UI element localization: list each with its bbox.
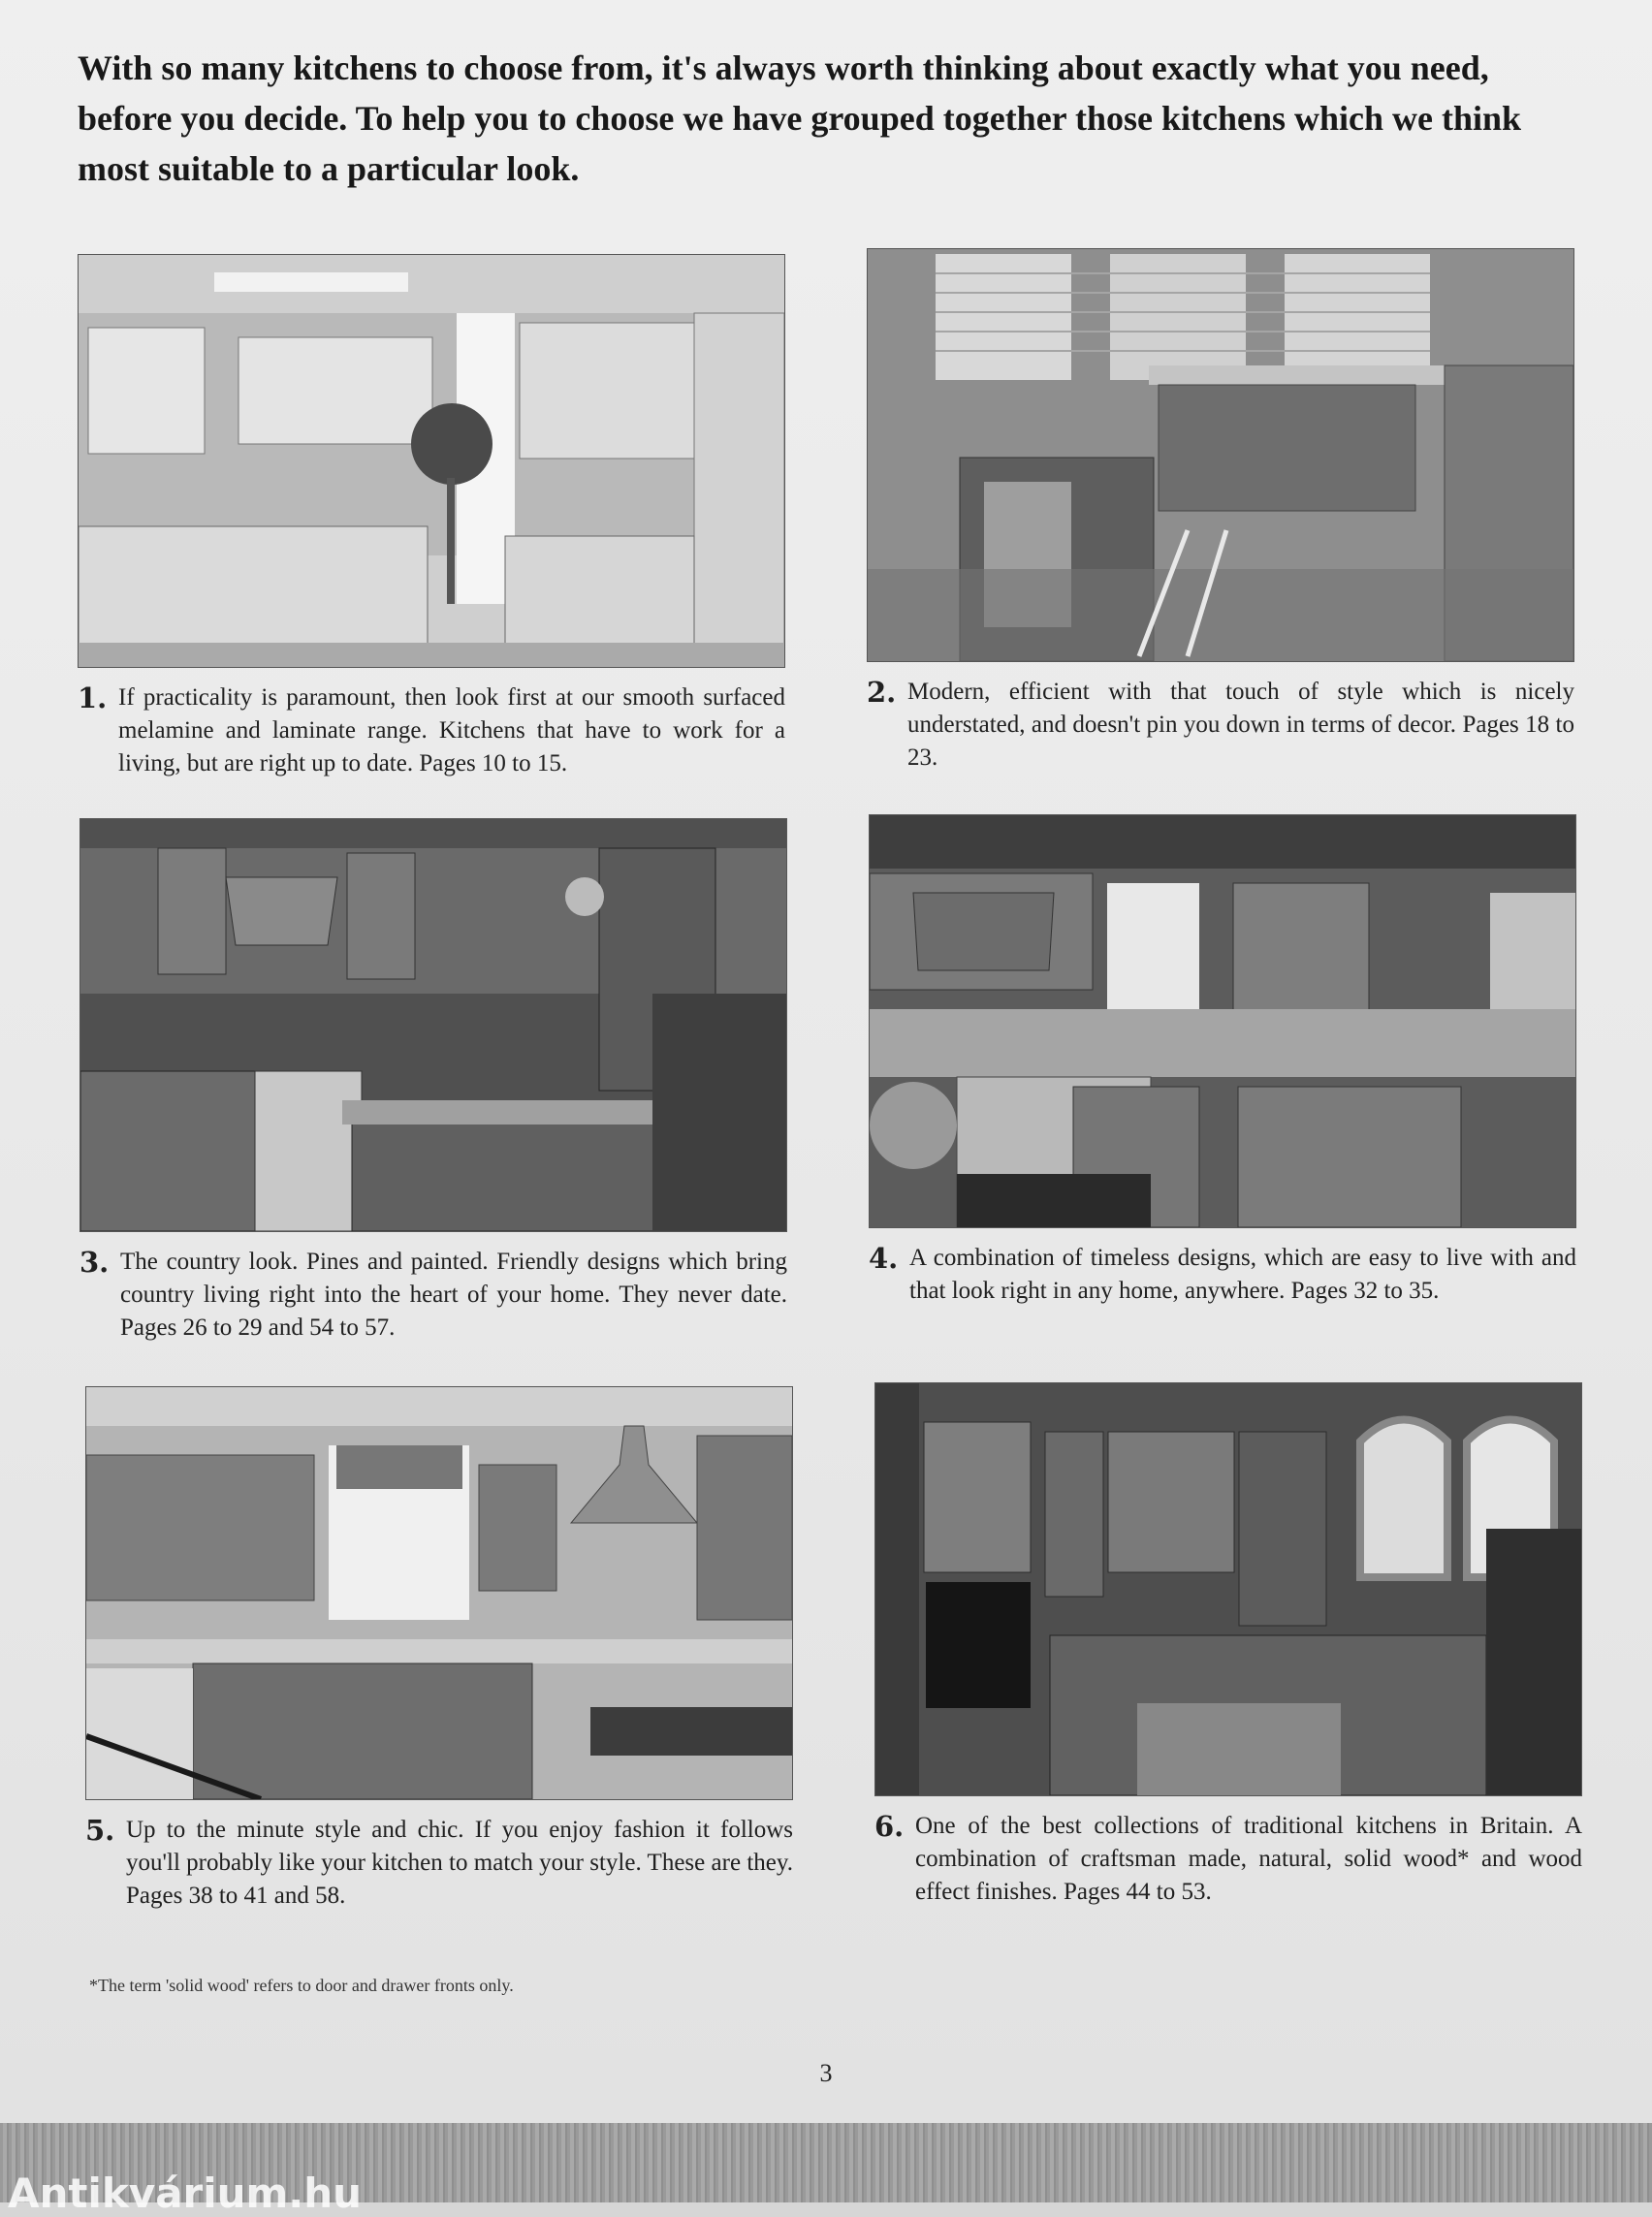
kitchen-number-3: 3. <box>79 1246 110 1279</box>
kitchen-card-6 <box>874 1382 1582 1909</box>
kitchen-number-2: 2. <box>867 676 897 709</box>
kitchen-card-3 <box>79 818 787 1345</box>
kitchen-caption-6: One of the best collections of traditional kitchens in Britain. A combination of craftsman made, natural, solid wood* and wood effect finishes. Pages 44 to 53. <box>915 1813 1582 1905</box>
intro-paragraph: With so many kitchens to choose from, it's always worth thinking about exactly what you need, before you decide. To help you to choose we have grouped together those kitchens which we think most suitable to a particular look. <box>78 48 1522 188</box>
kitchen-caption-5: Up to the minute style and chic. If you enjoy fashion it follows you'll probably like your kitchen to match your style. These are they. Pages 38 to 41 and 58. <box>126 1817 793 1909</box>
kitchen-caption-1: If practicality is paramount, then look first at our smooth surfaced melamine and laminate range. Kitchens that have to work for a living, but are right up to date. Pages 10 to 15. <box>118 684 785 776</box>
kitchen-caption-4: A combination of timeless designs, which are easy to live with and that look right in any home, anywhere. Pages 32 to 35. <box>909 1245 1576 1304</box>
kitchen-photo-6 <box>874 1382 1582 1796</box>
kitchen-photo-4 <box>869 814 1576 1228</box>
kitchen-number-6: 6. <box>874 1810 905 1843</box>
kitchen-photo-5 <box>85 1386 793 1800</box>
kitchen-card-1 <box>78 254 785 780</box>
kitchen-card-2 <box>867 248 1574 775</box>
kitchen-caption-3: The country look. Pines and painted. Friendly designs which bring country living right into the heart of your home. They never date. Pages 26 to 29 and 54 to 57. <box>120 1249 787 1341</box>
watermark: Antikvárium.hu <box>8 2169 363 2217</box>
kitchen-card-5 <box>85 1386 793 1913</box>
kitchen-photo-3 <box>79 818 787 1232</box>
kitchen-caption-2: Modern, efficient with that touch of style which is nicely understated, and doesn't pin you down in terms of decor. Pages 18 to 23. <box>907 679 1574 771</box>
kitchen-card-4 <box>869 814 1576 1308</box>
kitchen-number-1: 1. <box>78 681 108 714</box>
kitchen-photo-2 <box>867 248 1574 662</box>
footnote: *The term 'solid wood' refers to door and drawer fronts only. <box>89 1976 514 1995</box>
page-number: 3 <box>819 2059 833 2087</box>
kitchen-number-4: 4. <box>869 1242 899 1275</box>
kitchen-photo-1 <box>78 254 785 668</box>
kitchen-number-5: 5. <box>85 1814 115 1847</box>
